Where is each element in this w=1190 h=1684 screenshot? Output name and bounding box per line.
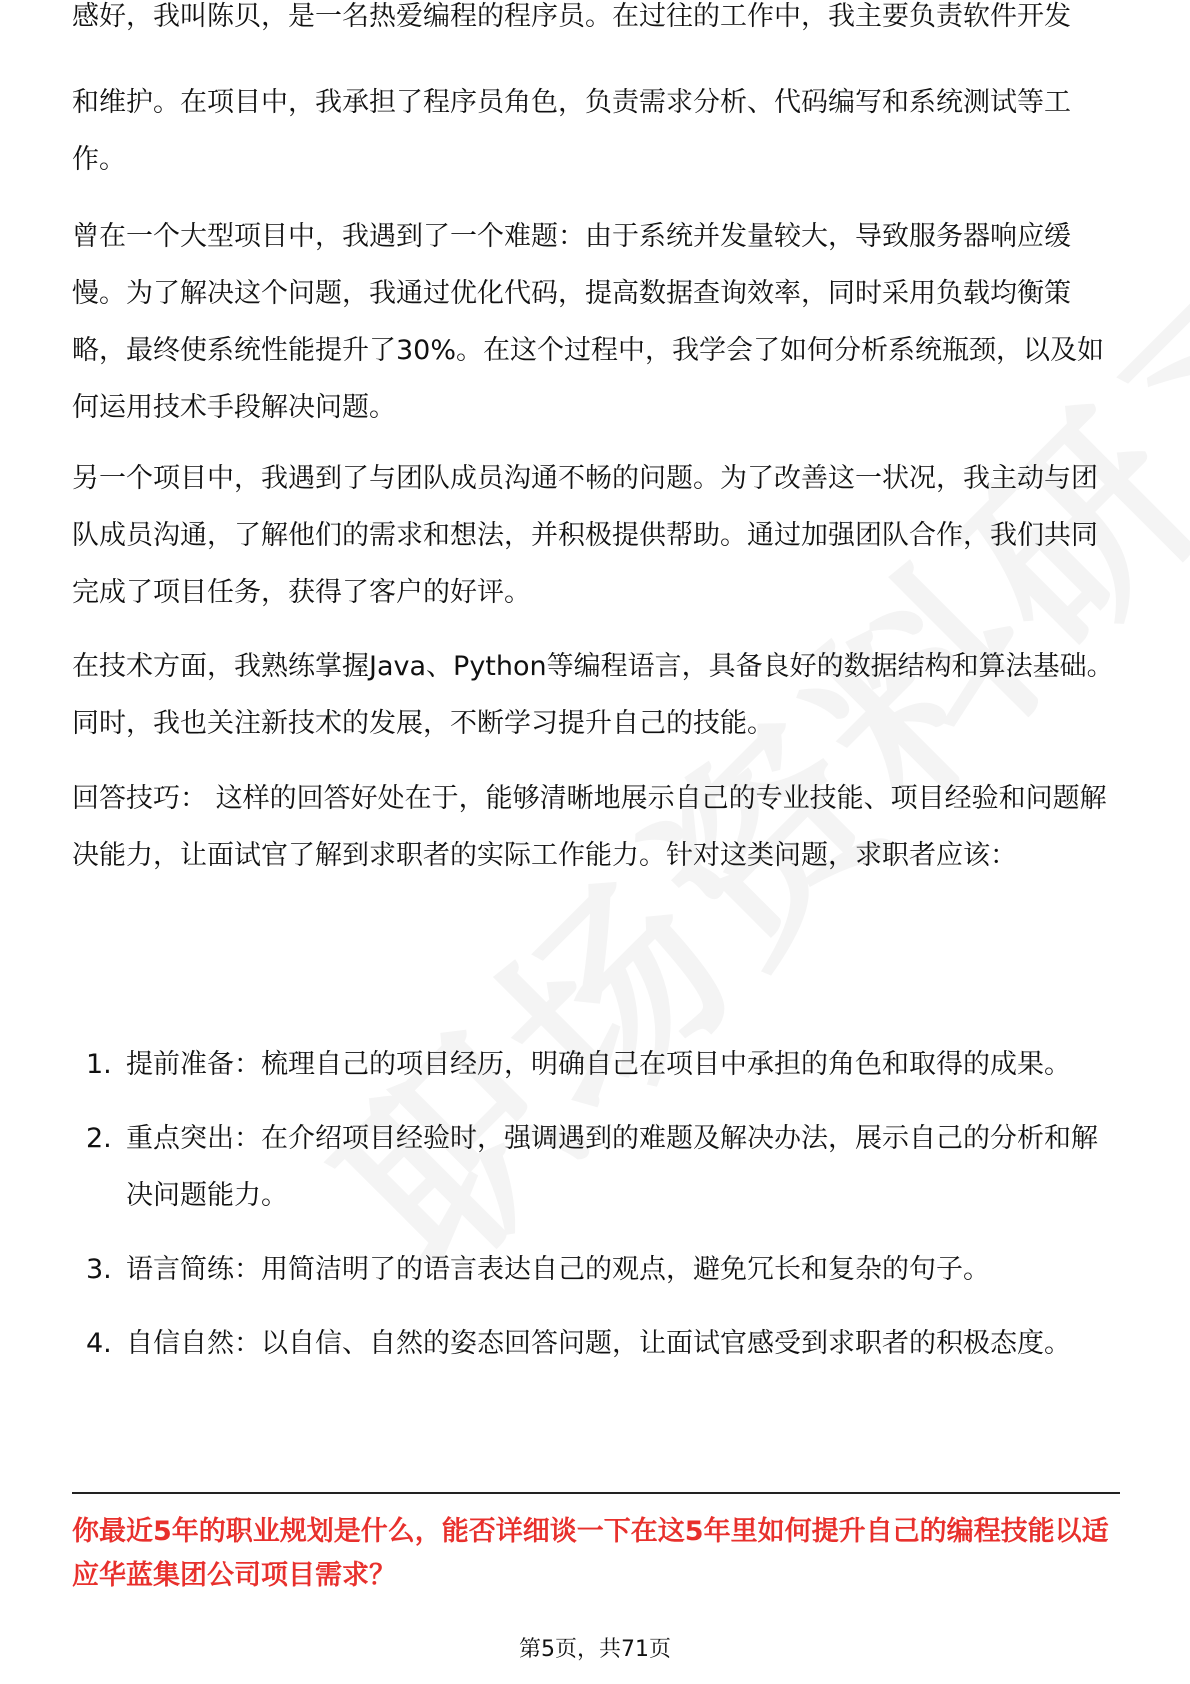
list-number: 2. bbox=[86, 1123, 112, 1154]
list-item bbox=[72, 1241, 1120, 1298]
page-footer: 第5页，共71页 bbox=[519, 1637, 671, 1662]
list-number: 1. bbox=[86, 1049, 112, 1080]
clipped-top-line: 感好，我叫陈贝，是一名热爱编程的程序员。在过往的工作中，我主要负责软件开发 bbox=[72, 1, 1071, 32]
section-divider bbox=[72, 1492, 1120, 1494]
tips-list bbox=[72, 1036, 1120, 1389]
paragraph-technical-skills: 在技术方面，我熟练掌握Java、Python等编程语言，具备良好的数据结构和算法基础。同时，我也关注新技术的发展，不断学习提升自己的技能。 bbox=[72, 651, 1114, 739]
list-item bbox=[72, 1110, 1120, 1224]
list-item bbox=[72, 1315, 1120, 1372]
paragraph-intro: 和维护。在项目中，我承担了程序员角色，负责需求分析、代码编写和系统测试等工作。 bbox=[72, 87, 1071, 175]
list-text: 自信自然：以自信、自然的姿态回答问题，让面试官感受到求职者的积极态度。 bbox=[126, 1328, 1071, 1359]
list-item bbox=[72, 1036, 1120, 1093]
paragraph-project-challenge: 曾在一个大型项目中，我遇到了一个难题：由于系统并发量较大，导致服务器响应缓慢。为了解决这个问题，我通过优化代码，提高数据查询效率，同时采用负载均衡策略，最终使系统性能提升了30%。在这个过程中，我学会了如何分析系统瓶颈，以及如何运用技术手段解决问题。 bbox=[72, 221, 1105, 423]
list-number: 3. bbox=[86, 1254, 112, 1285]
paragraph-team-communication: 另一个项目中，我遇到了与团队成员沟通不畅的问题。为了改善这一状况，我主动与团队成员沟通，了解他们的需求和想法，并积极提供帮助。通过加强团队合作，我们共同完成了项目任务，获得了客户的好评。 bbox=[72, 463, 1098, 608]
list-text: 语言简练：用简洁明了的语言表达自己的观点，避免冗长和复杂的句子。 bbox=[126, 1254, 990, 1285]
interview-question: 你最近5年的职业规划是什么，能否详细谈一下在这5年里如何提升自己的编程技能以适应华蓝集团公司项目需求？ bbox=[72, 1516, 1109, 1591]
list-text: 提前准备：梳理自己的项目经历，明确自己在项目中承担的角色和取得的成果。 bbox=[126, 1049, 1071, 1080]
list-number: 4. bbox=[86, 1328, 112, 1359]
paragraph-answer-tips: 回答技巧： 这样的回答好处在于，能够清晰地展示自己的专业技能、项目经验和问题解决能力，让面试官了解到求职者的实际工作能力。针对这类问题，求职者应该： bbox=[72, 783, 1107, 871]
list-text: 重点突出：在介绍项目经验时，强调遇到的难题及解决办法，展示自己的分析和解决问题能力。 bbox=[126, 1123, 1098, 1211]
